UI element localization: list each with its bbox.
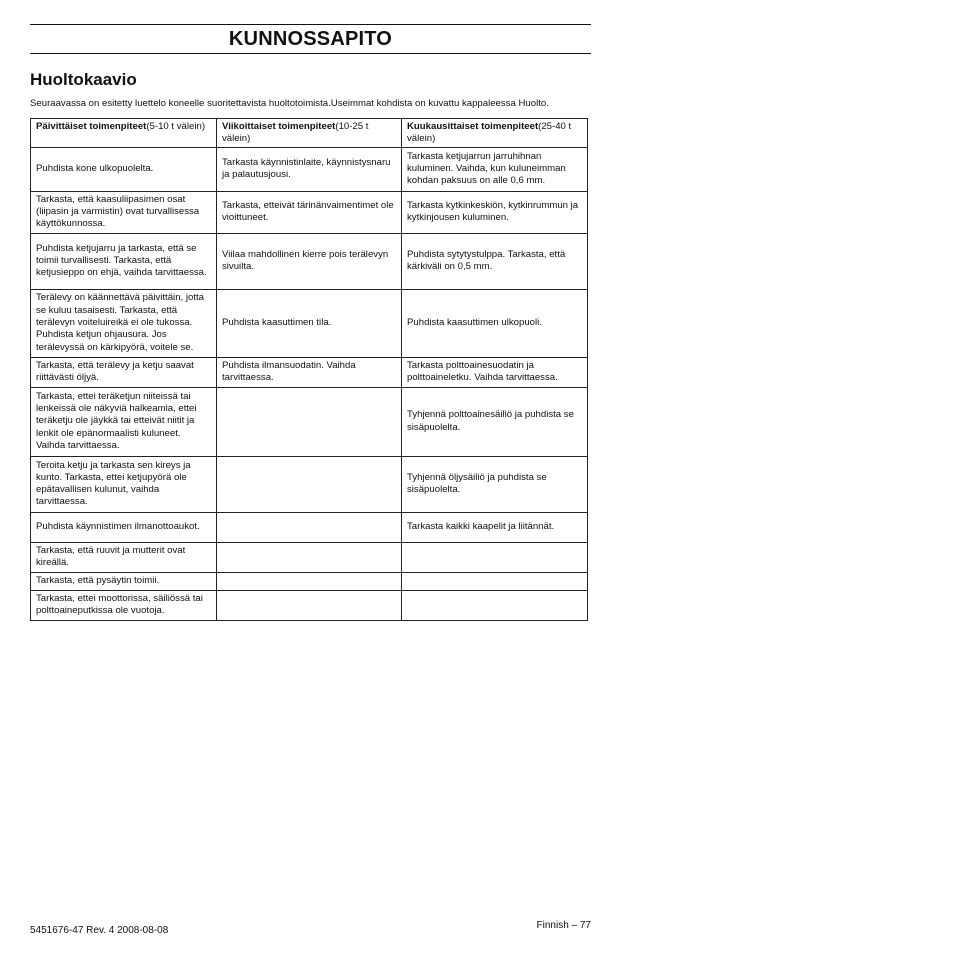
daily-task: Tarkasta, ettei moottorissa, säiliössä tai polttoaineputkissa ole vuotoja. — [31, 590, 217, 620]
header-weekly-label: Viikoittaiset toimenpiteet — [222, 121, 336, 132]
table-row — [31, 542, 588, 572]
header-daily-label: Päivittäiset toimenpiteet — [36, 121, 147, 132]
daily-task: Tarkasta, että ruuvit ja mutterit ovat kireällä. — [31, 542, 217, 572]
table-row — [31, 191, 588, 233]
intro-text: Seuraavassa on esitetty luettelo koneelle suoritettavista huoltotoimista.Useimmat kohdista on kuvattu kappaleessa Huolto. — [30, 98, 549, 109]
monthly-task: Tyhjennä polttoainesäiliö ja puhdista se sisäpuolelta. — [402, 387, 588, 456]
daily-task: Terälevy on käännettävä päivittäin, jotta se kuluu tasaisesti. Tarkasta, että terälevyn voiteluireikä ei ole tukossa. Puhdista ketjun ohjausura. Jos terälevyssä on kärkipyörä, voitele se. — [31, 289, 217, 357]
table-header-row — [31, 119, 588, 148]
monthly-task: Tarkasta kytkinkeskiön, kytkinrummun ja kytkinjousen kuluminen. — [402, 191, 588, 233]
weekly-task: Tarkasta käynnistinlaite, käynnistysnaru ja palautusjousi. — [217, 147, 402, 191]
table-row — [31, 572, 588, 590]
maintenance-schedule-table — [30, 118, 588, 621]
daily-task: Tarkasta, että pysäytin toimii. — [31, 572, 217, 590]
weekly-task — [217, 512, 402, 542]
table-row — [31, 512, 588, 542]
table-row — [31, 387, 588, 456]
weekly-task — [217, 456, 402, 512]
header-weekly — [217, 119, 402, 148]
daily-task: Puhdista kone ulkopuolelta. — [31, 147, 217, 191]
weekly-task: Puhdista ilmansuodatin. Vaihda tarvittaessa. — [217, 357, 402, 387]
monthly-task: Tarkasta polttoainesuodatin ja polttoaineletku. Vaihda tarvittaessa. — [402, 357, 588, 387]
header-rule-top — [30, 24, 591, 25]
daily-task: Tarkasta, että kaasuliipasimen osat (liipasin ja varmistin) ovat turvallisessa käyttökunnossa. — [31, 191, 217, 233]
weekly-task — [217, 387, 402, 456]
page-header-title: KUNNOSSAPITO — [228, 28, 393, 50]
table-row — [31, 357, 588, 387]
document-reference: 5451676-47 Rev. 4 2008-08-08 — [30, 925, 169, 936]
header-monthly-label: Kuukausittaiset toimenpiteet — [407, 121, 539, 132]
daily-task: Tarkasta, että terälevy ja ketju saavat riittävästi öljyä. — [31, 357, 217, 387]
header-daily — [31, 119, 217, 148]
daily-task: Puhdista käynnistimen ilmanottoaukot. — [31, 512, 217, 542]
section-title: Huoltokaavio — [30, 70, 137, 89]
daily-task: Puhdista ketjujarru ja tarkasta, että se toimii turvallisesti. Tarkasta, että ketjusieppo on ehjä, vaihda tarvittaessa. — [31, 233, 217, 289]
page-number: Finnish – 77 — [536, 920, 591, 931]
weekly-task — [217, 542, 402, 572]
monthly-task: Tarkasta kaikki kaapelit ja liitännät. — [402, 512, 588, 542]
header-rule-bottom — [30, 53, 591, 54]
weekly-task: Viilaa mahdollinen kierre pois terälevyn sivuilta. — [217, 233, 402, 289]
header-daily-interval: (5-10 t välein) — [146, 121, 206, 132]
monthly-task — [402, 590, 588, 620]
weekly-task — [217, 572, 402, 590]
table-row — [31, 289, 588, 357]
monthly-task — [402, 542, 588, 572]
daily-task: Teroita ketju ja tarkasta sen kireys ja kunto. Tarkasta, ettei ketjupyörä ole epätavallisen kulunut, vaihda tarvittaessa. — [31, 456, 217, 512]
monthly-task: Puhdista sytytystulppa. Tarkasta, että kärkiväli on 0,5 mm. — [402, 233, 588, 289]
table-row — [31, 233, 588, 289]
daily-task: Tarkasta, ettei teräketjun niiteissä tai lenkeissä ole näkyviä halkeamia, ettei teräketju ole jäykkä tai etteivät niitit ja lenkit ole epänormaalisti kuluneet. Vaihda tarvittaessa. — [31, 387, 217, 456]
header-monthly-interval: (25-40 t välein) — [407, 121, 572, 145]
weekly-task — [217, 590, 402, 620]
monthly-task: Tyhjennä öljysäiliö ja puhdista se sisäpuolelta. — [402, 456, 588, 512]
weekly-task: Puhdista kaasuttimen tila. — [217, 289, 402, 357]
monthly-task: Puhdista kaasuttimen ulkopuoli. — [402, 289, 588, 357]
header-weekly-interval: (10-25 t välein) — [222, 121, 369, 145]
monthly-task — [402, 572, 588, 590]
table-row — [31, 147, 588, 191]
weekly-task: Tarkasta, etteivät tärinänvaimentimet ole vioittuneet. — [217, 191, 402, 233]
table-row — [31, 456, 588, 512]
monthly-task: Tarkasta ketjujarrun jarruhihnan kuluminen. Vaihda, kun kuluneimman kohdan paksuus on alle 0,6 mm. — [402, 147, 588, 191]
header-monthly — [402, 119, 588, 148]
table-row — [31, 590, 588, 620]
